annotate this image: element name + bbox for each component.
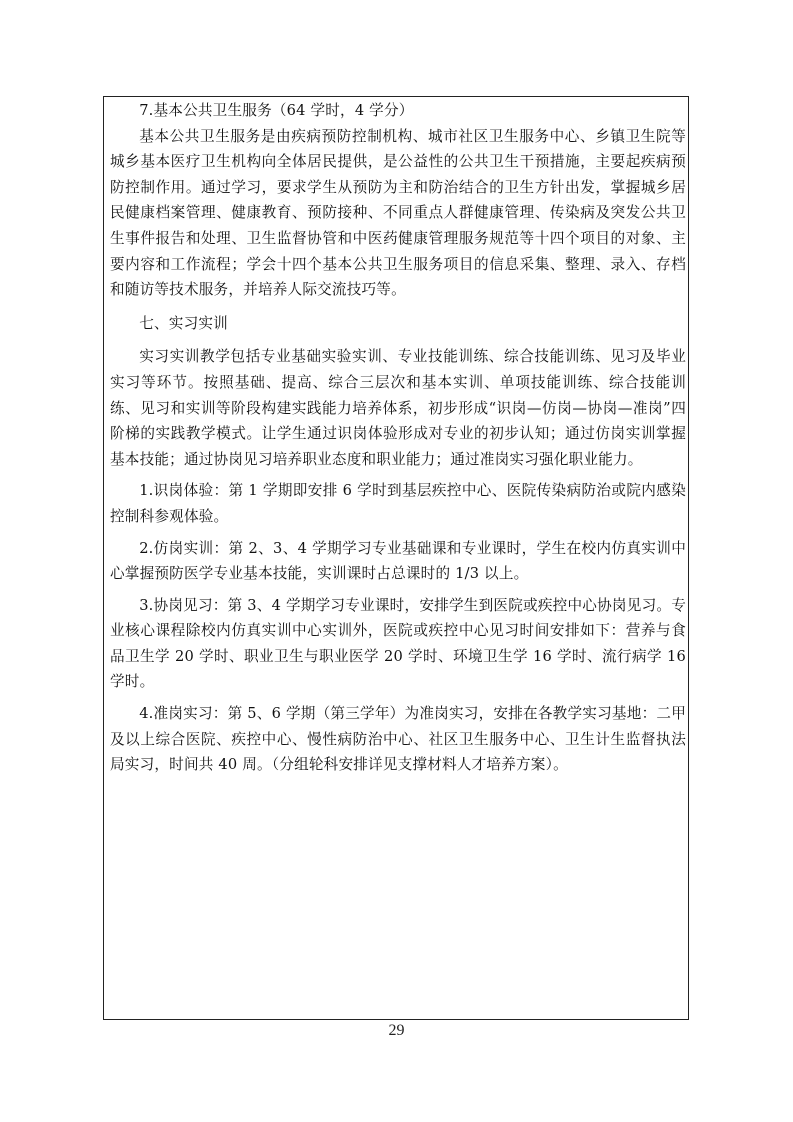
stage-paragraph-4: 4.准岗实习：第 5、6 学期（第三学年）为准岗实习，安排在各教学实习基地：二甲及以上综合医院、疾控中心、慢性病防治中心、社区卫生服务中心、卫生计生监督执法局实习，时间共 40 周。（分组轮科安排详见支撑材料人才培养方案）。 (110, 705, 686, 774)
document-body (110, 98, 686, 778)
course-item-description: 基本公共卫生服务是由疾病预防控制机构、城市社区卫生服务中心、乡镇卫生院等城乡基本医疗卫生机构向全体居民提供，是公益性的公共卫生干预措施，主要起疾病预防控制作用。通过学习，要求学生从预防为主和防治结合的卫生方针出发，掌握城乡居民健康档案管理、健康教育、预防接种、不同重点人群健康管理、传染病及突发公共卫生事件报告和处理、卫生监督协管和中医药健康管理服务规范等十四个项目的对象、主要内容和工作流程；学会十四个基本公共卫生服务项目的信息采集、整理、录入、存档和随访等技术服务，并培养人际交流技巧等。 (110, 127, 686, 299)
chapter-intro-paragraph: 实习实训教学包括专业基础实验实训、专业技能训练、综合技能训练、见习及毕业实习等环节。按照基础、提高、综合三层次和基本实训、单项技能训练、综合技能训练、见习和实训等阶段构建实践能力培养体系，初步形成“识岗—仿岗—协岗—准岗”四阶梯的实践教学模式。让学生通过识岗体验形成对专业的初步认知；通过仿岗实训掌握基本技能；通过协岗见习培养职业态度和职业能力；通过准岗实习强化职业能力。 (110, 348, 686, 468)
stage-paragraph-3: 3.协岗见习：第 3、4 学期学习专业课时，安排学生到医院或疾控中心协岗见习。专业核心课程除校内仿真实训中心实训外，医院或疾控中心见习时间安排如下：营养与食品卫生学 20 学时、职业卫生与职业医学 20 学时、环境卫生学 16 学时、流行病学 16 学时。 (110, 596, 686, 691)
stage-paragraph-1: 1.识岗体验：第 1 学期即安排 6 学时到基层疾控中心、医院传染病防治或院内感染控制科参观体验。 (110, 482, 686, 525)
stage-paragraph-2: 2.仿岗实训：第 2、3、4 学期学习专业基础课和专业课时，学生在校内仿真实训中心掌握预防医学专业基本技能，实训课时占总课时的 1/3 以上。 (110, 539, 686, 583)
chapter-heading: 七、实习实训 (139, 314, 228, 332)
page-number: 29 (388, 1022, 405, 1039)
course-item-title: 7.基本公共卫生服务（64 学时，4 学分） (139, 102, 414, 119)
